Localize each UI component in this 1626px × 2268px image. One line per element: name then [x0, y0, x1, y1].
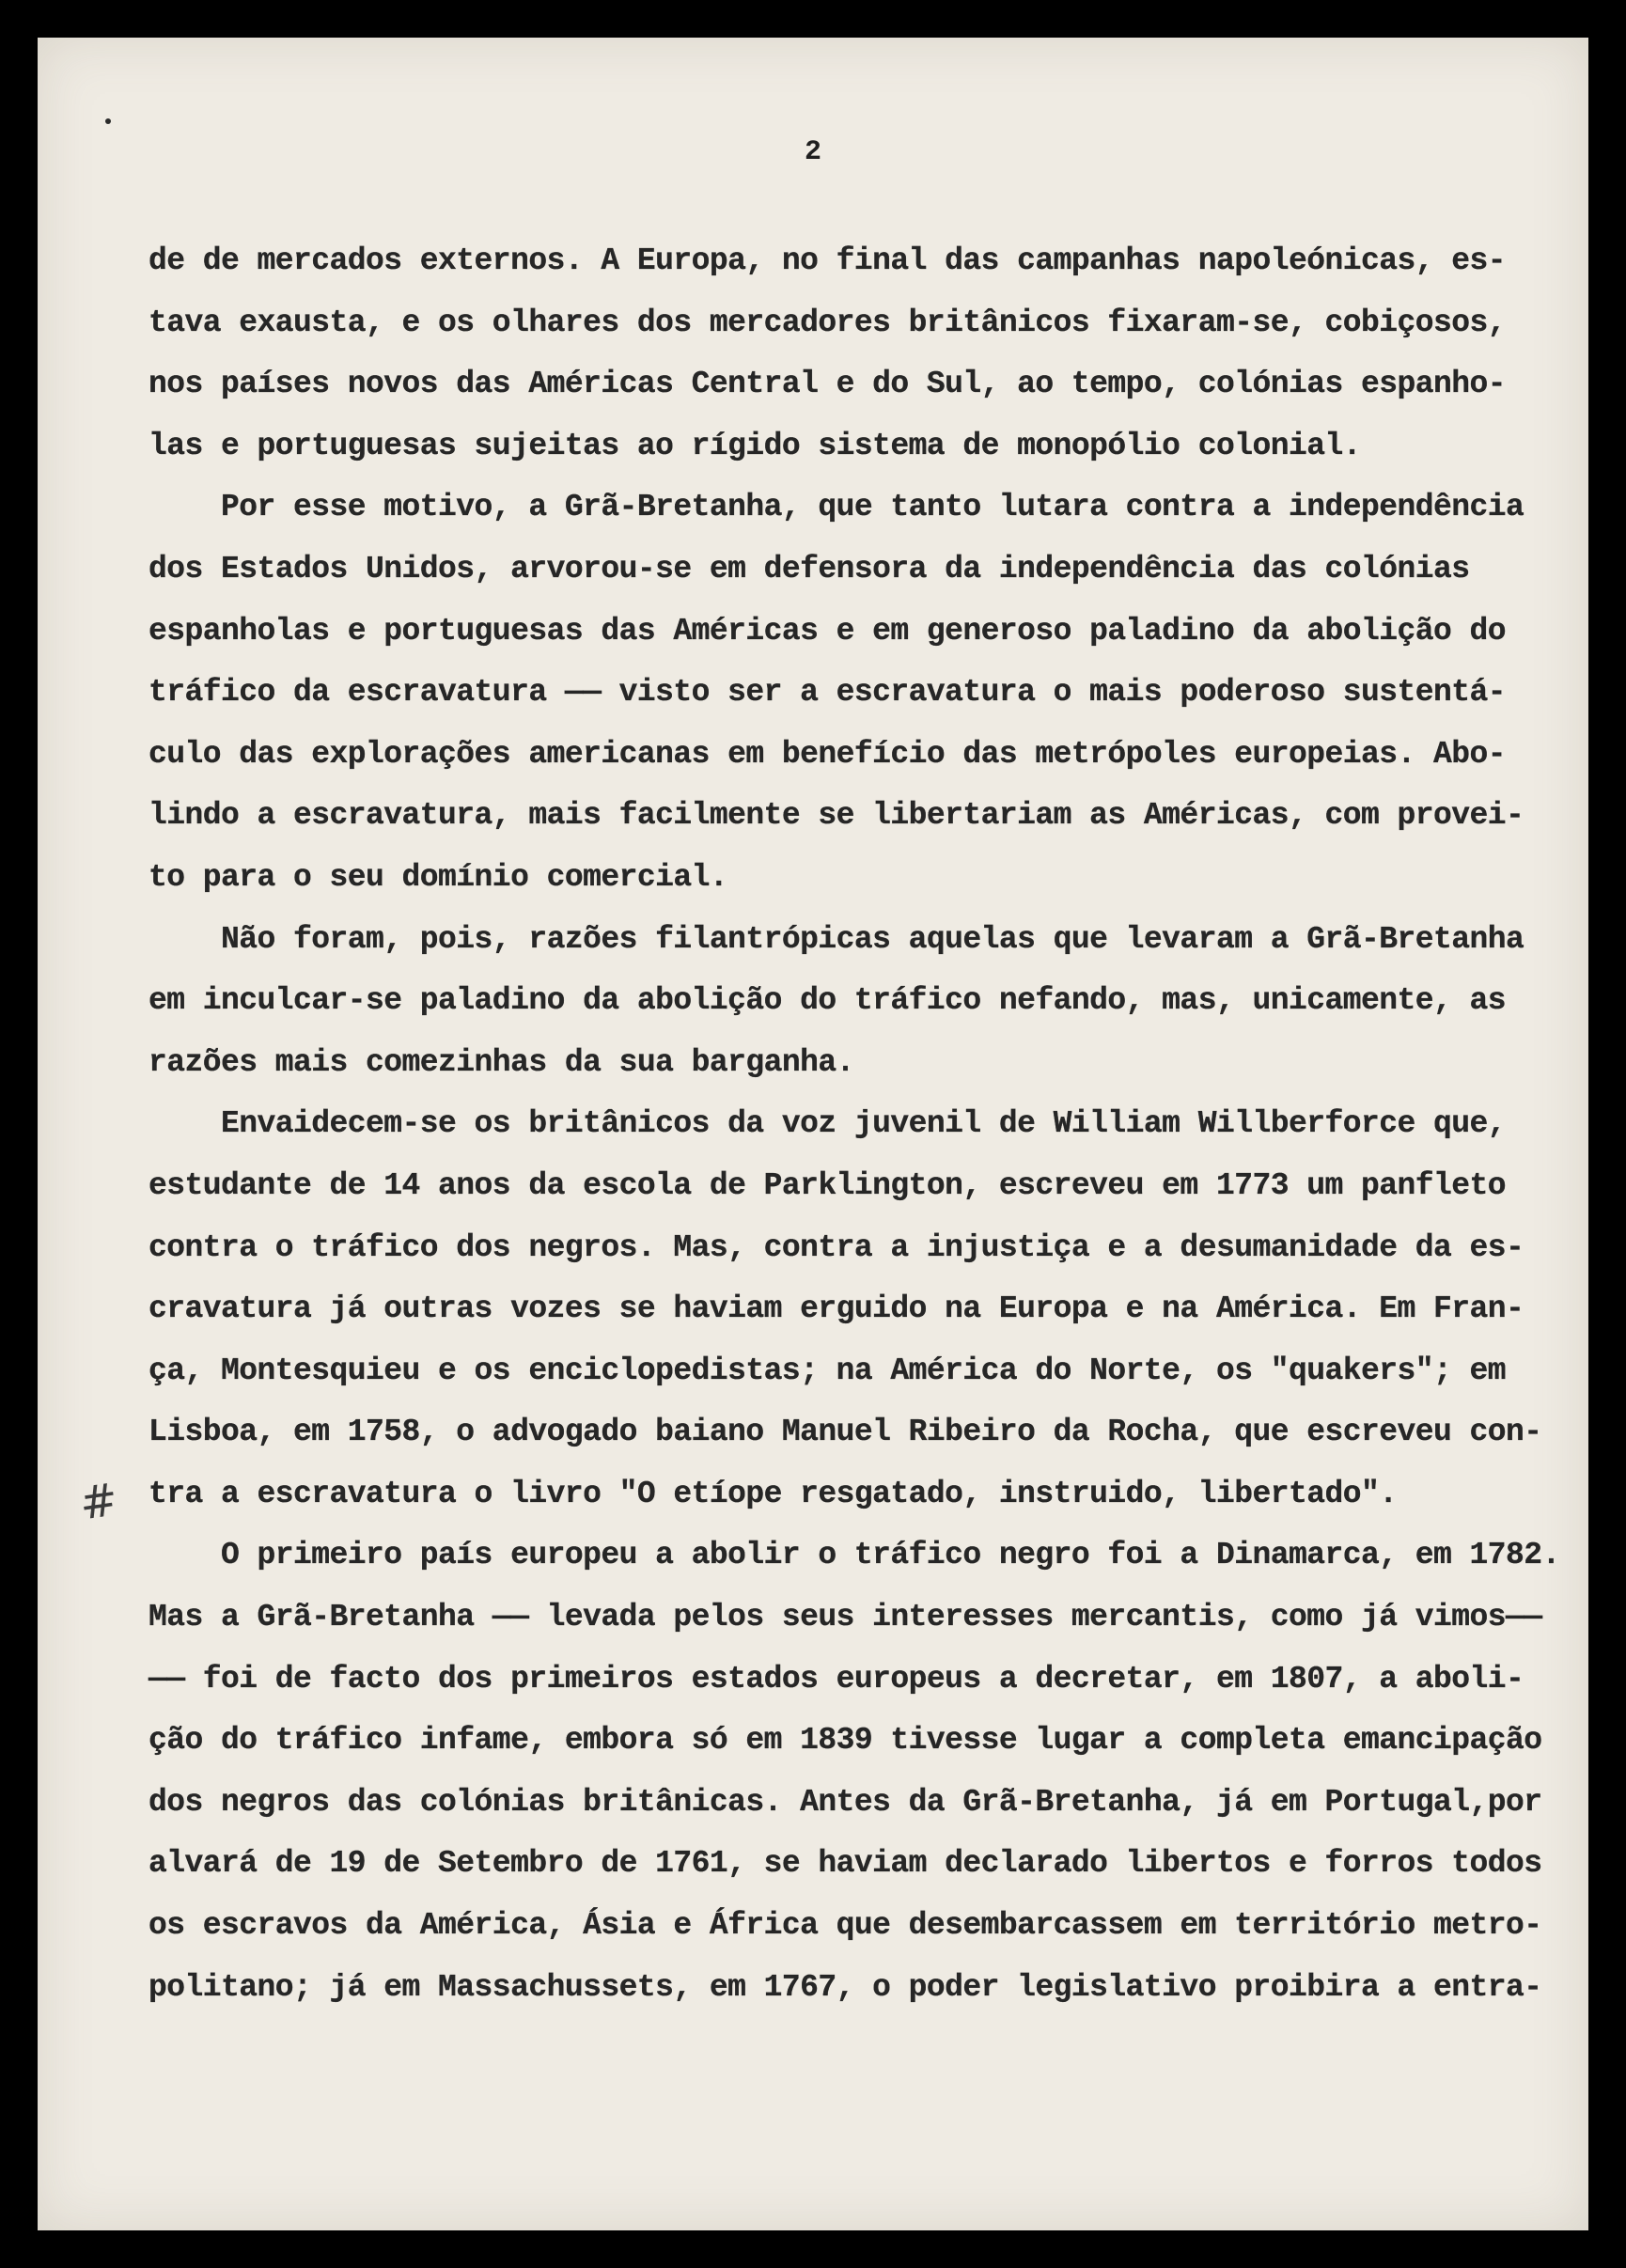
- text-line: espanholas e portuguesas das Américas e em generoso paladino da abolição do: [149, 613, 1506, 649]
- text-line: politano; já em Massachussets, em 1767, o poder legislativo proibira a entra-: [149, 1969, 1542, 2005]
- text-line: tava exausta, e os olhares dos mercadores britânicos fixaram-se, cobiçosos,: [149, 305, 1506, 340]
- text-line: dos negros das colónias britânicas. Antes da Grã-Bretanha, já em Portugal,por: [149, 1784, 1542, 1820]
- text-line: tráfico da escravatura —— visto ser a escravatura o mais poderoso sustentá-: [149, 675, 1506, 711]
- text-line: razões mais comezinhas da sua barganha.: [149, 1044, 854, 1080]
- text-line: Lisboa, em 1758, o advogado baiano Manuel Ribeiro da Rocha, que escreveu con-: [149, 1415, 1542, 1450]
- text-line: cravatura já outras vozes se haviam erguido na Europa e na América. Em Fran-: [149, 1291, 1524, 1327]
- text-line: lindo a escravatura, mais facilmente se libertariam as Américas, com provei-: [149, 798, 1524, 834]
- text-line: estudante de 14 anos da escola de Parklington, escreveu em 1773 um panfleto: [149, 1167, 1506, 1203]
- text-line: os escravos da América, Ásia e África que desembarcassem em território metro-: [149, 1908, 1542, 1944]
- text-line: de de mercados externos. A Europa, no final das campanhas napoleónicas, es-: [149, 243, 1506, 278]
- text-line: em inculcar-se paladino da abolição do tráfico nefando, mas, unicamente, as: [149, 983, 1506, 1019]
- text-line: O primeiro país europeu a abolir o tráfico negro foi a Dinamarca, em 1782.: [149, 1538, 1560, 1573]
- text-line: to para o seu domínio comercial.: [149, 859, 728, 895]
- text-line: Envaidecem-se os britânicos da voz juvenil de William Willberforce que,: [149, 1106, 1506, 1142]
- typewritten-page: [38, 38, 1588, 2230]
- text-line: culo das explorações americanas em benefício das metrópoles europeias. Abo-: [149, 736, 1506, 772]
- text-line: ça, Montesquieu e os enciclopedistas; na América do Norte, os "quakers"; em: [149, 1353, 1506, 1388]
- text-line: Mas a Grã-Bretanha —— levada pelos seus interesses mercantis, como já vimos——: [149, 1600, 1542, 1635]
- ink-speck: [105, 118, 111, 124]
- text-line: ção do tráfico infame, embora só em 1839 tivesse lugar a completa emancipação: [149, 1723, 1542, 1759]
- text-line: las e portuguesas sujeitas ao rígido sistema de monopólio colonial.: [149, 428, 1361, 463]
- text-line: —— foi de facto dos primeiros estados europeus a decretar, em 1807, a aboli-: [149, 1661, 1524, 1697]
- text-line: tra a escravatura o livro "O etíope resgatado, instruido, libertado".: [149, 1476, 1398, 1511]
- text-line: Não foram, pois, razões filantrópicas aquelas que levaram a Grã-Bretanha: [149, 921, 1524, 957]
- text-line: Por esse motivo, a Grã-Bretanha, que tanto lutara contra a independência: [149, 490, 1524, 525]
- body-text: [149, 230, 1568, 2018]
- page-number: 2: [804, 136, 821, 168]
- margin-annotation-hash: #: [76, 1473, 121, 1531]
- text-line: dos Estados Unidos, arvorou-se em defensora da independência das colónias: [149, 551, 1470, 587]
- text-line: alvará de 19 de Setembro de 1761, se haviam declarado libertos e forros todos: [149, 1846, 1542, 1882]
- text-line: contra o tráfico dos negros. Mas, contra a injustiça e a desumanidade da es-: [149, 1229, 1524, 1265]
- text-line: nos países novos das Américas Central e do Sul, ao tempo, colónias espanho-: [149, 367, 1506, 402]
